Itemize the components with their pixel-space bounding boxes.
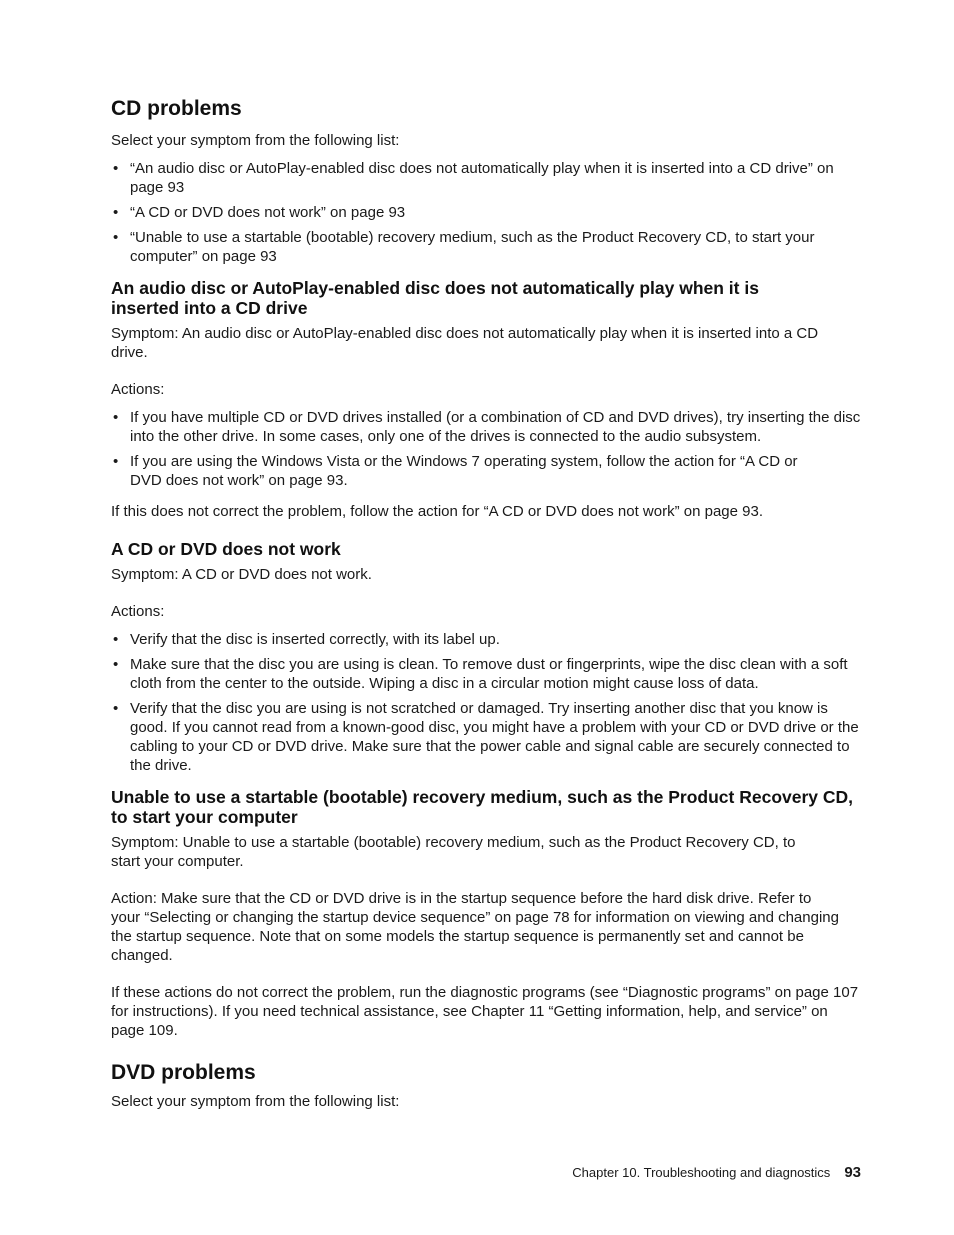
bootable-action: Action: Make sure that the CD or DVD drive is in the startup sequence before the hard disk drive. Refer to your “Selecting or changing the startup device sequence” on page 78 for information on viewing and changing the startup sequence. Note that on some models the startup sequence is permanently set and cannot be changed.: [111, 890, 839, 964]
cd-intro: Select your symptom from the following list:: [111, 132, 400, 149]
cd-symptom-link-bootable[interactable]: • “Unable to use a startable (bootable) recovery medium, such as the Product Recovery CD, to start your computer” on page 93: [111, 228, 867, 266]
cd-symptom-link-not-work[interactable]: • “A CD or DVD does not work” on page 93: [111, 203, 867, 222]
notwork-action-item: • Verify that the disc is inserted correctly, with its label up.: [111, 630, 867, 649]
notwork-actions-list: [111, 630, 867, 775]
dvd-intro: Select your symptom from the following list:: [111, 1093, 400, 1110]
section-title-cd-problems: CD problems: [111, 97, 242, 120]
subsection-title-not-work: A CD or DVD does not work: [111, 539, 341, 559]
subsection-title-bootable: Unable to use a startable (bootable) recovery medium, such as the Product Recovery CD, to start your computer: [111, 787, 854, 827]
audio-action-item: • If you are using the Windows Vista or the Windows 7 operating system, follow the action for “A CD or DVD does not work” on page 93.: [111, 452, 830, 490]
page-content: [111, 96, 867, 1111]
footer-chapter: Chapter 10. Troubleshooting and diagnostics: [572, 1165, 831, 1180]
audio-actions-list: [111, 408, 867, 490]
footer-page-number: 93: [844, 1164, 861, 1181]
audio-closing: If this does not correct the problem, follow the action for “A CD or DVD does not work” on page 93.: [111, 503, 763, 520]
cd-symptom-link-audio[interactable]: • “An audio disc or AutoPlay-enabled disc does not automatically play when it is inserted into a CD drive” on page 93: [111, 159, 867, 197]
notwork-symptom: Symptom: A CD or DVD does not work.: [111, 566, 372, 583]
audio-actions-label: Actions:: [111, 381, 165, 398]
subsection-title-audio: An audio disc or AutoPlay-enabled disc does not automatically play when it is inserted into a CD drive: [111, 278, 759, 318]
bootable-symptom: Symptom: Unable to use a startable (bootable) recovery medium, such as the Product Recovery CD, to start your computer.: [111, 834, 796, 870]
audio-symptom: Symptom: An audio disc or AutoPlay-enabled disc does not automatically play when it is inserted into a CD drive.: [111, 325, 819, 361]
notwork-action-item: • Make sure that the disc you are using is clean. To remove dust or fingerprints, wipe the disc clean with a soft cloth from the center to the outside. Wiping a disc in a circular motion might cause loss of data.: [111, 655, 867, 693]
notwork-action-item: • Verify that the disc you are using is not scratched or damaged. Try inserting another disc that you know is good. If you cannot read from a known-good disc, you might have a problem with your CD or DVD drive or the cabling to your CD or DVD drive. Make sure that the power cable and signal cable are securely connected to the drive.: [111, 699, 867, 775]
section-title-dvd-problems: DVD problems: [111, 1061, 256, 1084]
bootable-closing: If these actions do not correct the problem, run the diagnostic programs (see “Diagnostic programs” on page 107 for instructions). If you need technical assistance, see Chapter 11 “Getting information, help, and service” on page 109.: [111, 984, 859, 1039]
audio-action-item: • If you have multiple CD or DVD drives installed (or a combination of CD and DVD drives), try inserting the disc into the other drive. In some cases, only one of the drives is connected to the audio subsystem.: [111, 408, 867, 446]
page-footer: [572, 1164, 861, 1181]
cd-symptom-list: [111, 159, 867, 266]
notwork-actions-label: Actions:: [111, 603, 165, 620]
